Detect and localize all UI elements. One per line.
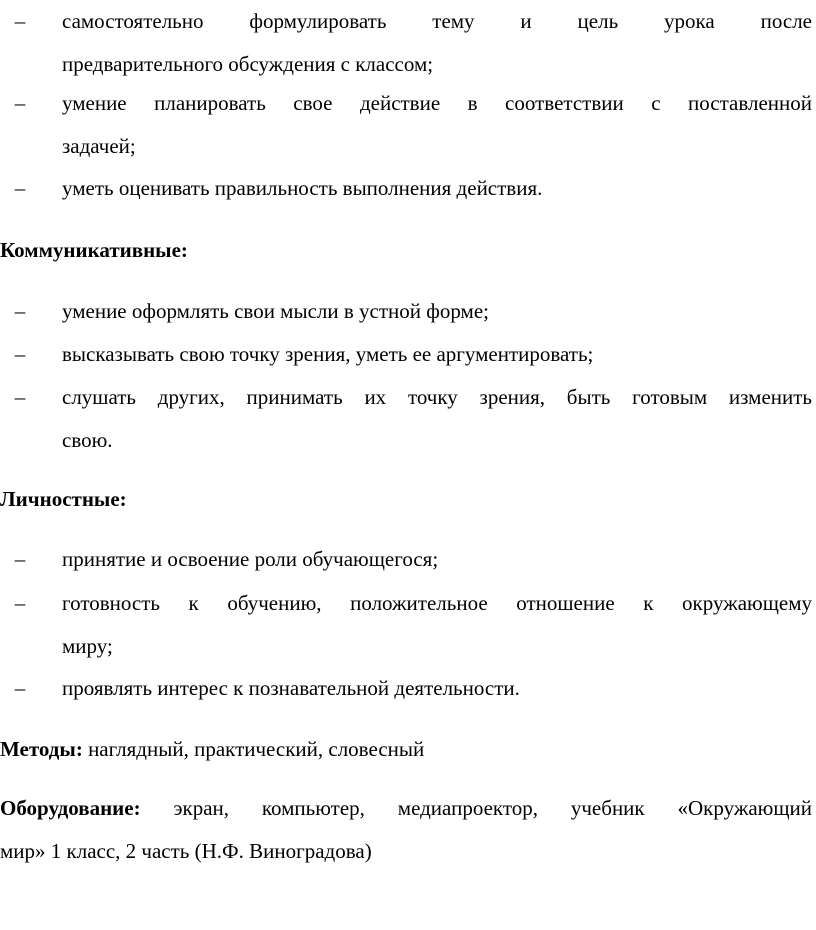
- list-item: [0, 376, 816, 462]
- bullet-dash: –: [14, 342, 26, 366]
- bullet-dash: –: [14, 9, 26, 33]
- methods-label: Методы:: [0, 737, 83, 761]
- equipment-label: Оборудование:: [0, 796, 141, 820]
- bullet-dash: –: [14, 591, 26, 615]
- section-heading-communicative: Коммуникативные:: [0, 238, 188, 262]
- bullet-dash: –: [14, 676, 26, 700]
- list-item: [0, 333, 816, 376]
- equipment-paragraph: [0, 787, 812, 873]
- list-item: [0, 582, 816, 668]
- equipment-line: мир» 1 класс, 2 часть (Н.Ф. Виноградова): [0, 839, 372, 863]
- bullet-dash: –: [14, 176, 26, 200]
- list-item-line: свою.: [62, 428, 113, 452]
- equipment-line: [0, 787, 812, 830]
- bullet-dash: –: [14, 547, 26, 571]
- list-item-line: задачей;: [62, 134, 136, 158]
- list-item-line: готовность к обучению, положительное отношение к окружающему: [62, 591, 812, 615]
- list-item-line: самостоятельно формулировать тему и цель урока после: [62, 9, 812, 33]
- list-item: [0, 82, 816, 168]
- list-item-line: проявлять интерес к познавательной деятельности.: [62, 676, 520, 700]
- methods-text: наглядный, практический, словесный: [82, 737, 425, 761]
- bullet-dash: –: [14, 91, 26, 115]
- list-item-line: умение планировать свое действие в соответствии с поставленной: [62, 91, 812, 115]
- list-item-line: принятие и освоение роли обучающегося;: [62, 547, 439, 571]
- list-item: [0, 0, 816, 86]
- list-item: [0, 538, 816, 581]
- methods-paragraph: [0, 728, 812, 771]
- list-item-line: миру;: [62, 634, 113, 658]
- bullet-dash: –: [14, 385, 26, 409]
- list-item: [0, 167, 816, 210]
- list-item-line: умение оформлять свои мысли в устной форме;: [62, 299, 489, 323]
- bullet-dash: –: [14, 299, 26, 323]
- list-item-line: уметь оценивать правильность выполнения действия.: [62, 176, 543, 200]
- list-item-line: слушать других, принимать их точку зрения, быть готовым изменить: [62, 385, 812, 409]
- list-item: [0, 667, 816, 710]
- list-item: [0, 290, 816, 333]
- list-item-line: высказывать свою точку зрения, уметь ее аргументировать;: [62, 342, 594, 366]
- list-item-line: предварительного обсуждения с классом;: [62, 52, 434, 76]
- section-heading-personal: Личностные:: [0, 487, 127, 511]
- equipment-text: экран, компьютер, медиапроектор, учебник «Окружающий: [140, 796, 812, 820]
